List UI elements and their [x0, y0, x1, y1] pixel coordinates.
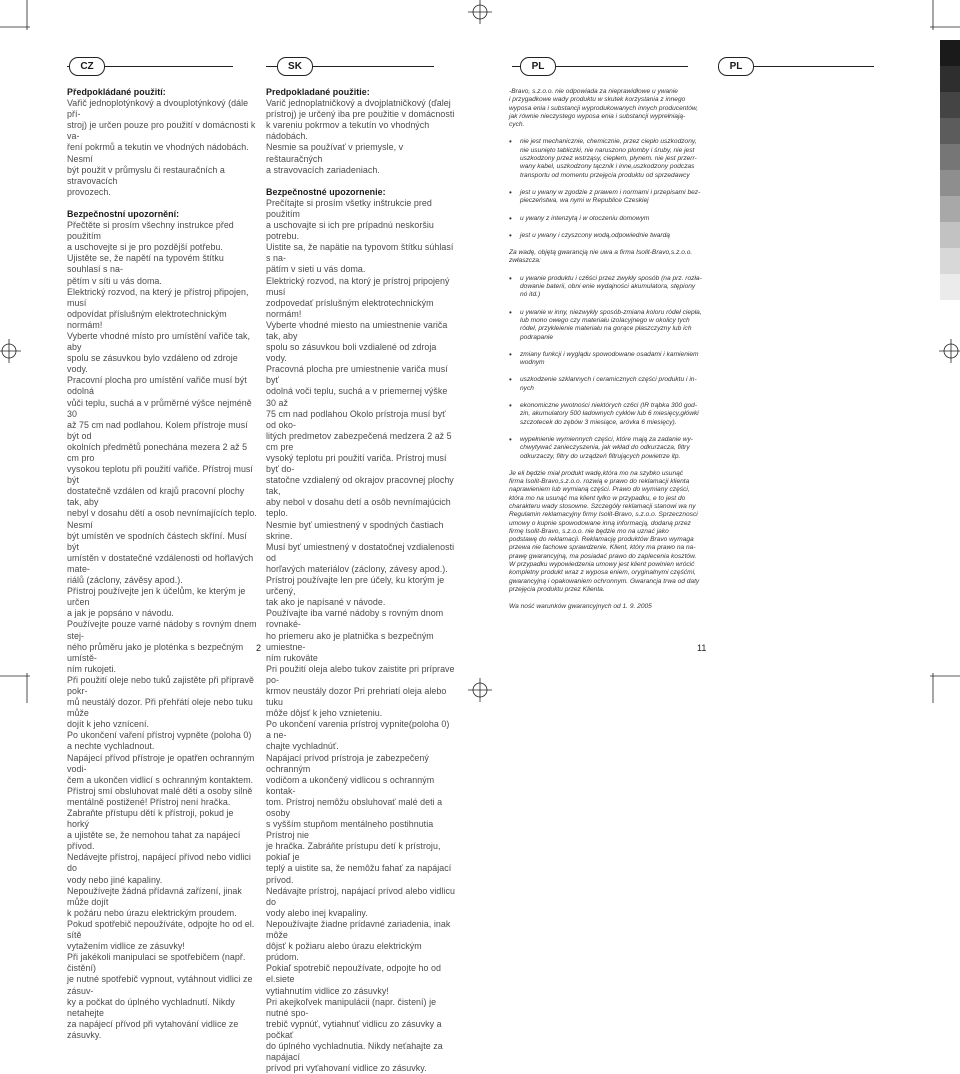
cz-safety-text: [67, 220, 257, 1041]
text-line: Po ukončení vaření přístroj vypněte (poloha 0): [67, 730, 252, 741]
text-line: Elektrický rozvod, na který je přístroj připojen, musí: [67, 286, 249, 308]
text-line: je hračka. Zabráňte prístupu detí k prístroju, pokiaľ je: [266, 841, 441, 863]
text-line: podrapanie: [520, 333, 553, 341]
text-line: Při jakékoli manipulaci se spotřebičem (např. čistění): [67, 952, 246, 974]
text-line: Je eli będzie miał produkt wadę,która mo na szybko usunąć: [509, 469, 684, 477]
language-badge-sk: SK: [277, 57, 313, 76]
text-line: do úplného vychladnutia. Nikdy neťahajte za napájací: [266, 1040, 443, 1063]
text-line: nó itd.): [520, 291, 541, 299]
text-line: u ywanie w inny, niezwykły sposób-zmiana koloru ródeł ciepła,: [520, 308, 702, 316]
text-line: prívod pri vyťahovaní vidlice zo zásuvky.: [266, 1063, 427, 1074]
text-line: firma Isolit-Bravo,s.z.o.o. rozwią e prawo do reklamacji klienta: [509, 478, 690, 486]
registration-target-bottom: [468, 678, 492, 702]
text-line: môže dôjsť k jeho vznieteniu.: [266, 708, 383, 719]
list-item: [509, 189, 709, 206]
text-line: spolu so zásuvkou boli vzdialené od zdroja vody.: [266, 342, 437, 364]
text-line: Nesmie sa používať v priemysle, v reštauračných: [266, 142, 404, 164]
text-line: jest u ywany w zgodzie z prawem i normami i przepisami bez-: [520, 188, 701, 196]
text-line: a jak je popsáno v návodu.: [67, 608, 174, 619]
text-line: trebič vypnúť, vytiahnuť vidlicu zo zásuvky a počkať: [266, 1018, 442, 1040]
text-line: odpovídat příslušným elektrotechnickým normám!: [67, 308, 227, 330]
text-line: tak ako je napísané v návode.: [266, 597, 386, 608]
text-line: Vařič jednoplotýnkový a dvouplotýnkový (dále pří-: [67, 98, 249, 120]
registration-target-right: [939, 339, 960, 363]
text-line: firmę Isolit-Bravo, s.z.o.o. nie będzie mo na uznać jako: [509, 527, 669, 535]
text-line: Ujistěte se, že napětí na typovém štítku souhlasí s na-: [67, 253, 224, 275]
text-line: horľavých materiálov (záclony, závesy apod.).: [266, 563, 448, 574]
text-line: dostatečně vzdálen od krajů pracovní plochy tak, aby: [67, 486, 245, 508]
text-line: odolná voči teplu, suchá a v priemernej výške 30 až: [266, 386, 448, 408]
text-line: chwytywać zanieczyszenia, jak wkład do odkurzacza, filtry: [520, 444, 690, 452]
text-line: wany kabel, uszkodzony tącznik i inne,uszkodzony podczas: [520, 163, 695, 171]
text-line: wypełnienie wymiennych części, które mają za zadanie wy-: [520, 435, 693, 443]
text-line: Nesmie byť umiestnený v spodných častiach skrine.: [266, 519, 444, 541]
text-line: Vyberte vhodné místo pro umístění vařiče tak, aby: [67, 330, 250, 353]
text-line: vysoký teplotu pri použití variča. Prístroj musí byť do-: [266, 453, 447, 475]
registration-target-left: [0, 339, 21, 363]
text-line: uszkodzenie szklannych i ceramicznych części produktu i in-: [520, 376, 697, 384]
text-line: chajte vychladnúť.: [266, 741, 339, 752]
text-line: odkurzaczy, filtry do urządzeń filtrujących powietrze itp.: [520, 452, 681, 460]
bullet-icon: •: [509, 349, 512, 359]
text-line: jest u ywany i czyszcony wodą,odpowiednie twardą: [520, 231, 670, 239]
text-line: ním rukojeti.: [67, 663, 116, 674]
bullet-icon: •: [509, 434, 512, 444]
text-line: zmiany funkcji i wyglądu spowodowane osadami i kamieniem: [520, 350, 699, 358]
text-line: vytiahnutím vidlice zo zásuvky!: [266, 985, 389, 996]
text-line: a uschovajte si ich pre prípadnú neskoršiu potrebu.: [266, 220, 434, 242]
text-line: nebyl v dosahu dětí a osob nevnímajících teplo. Nesmí: [67, 508, 257, 530]
text-line: Přístroj používejte jen k účelům, ke kterým je určen: [67, 586, 246, 608]
text-line: kompletny produkt wraz z wyposa eniem, oryginalnymi częśćmi,: [509, 569, 696, 577]
text-line: Napájecí přívod přístroje je opatřen ochranným vodi-: [67, 752, 255, 774]
text-line: aby nebol v dosahu detí a osôb nevnímajúcich teplo.: [266, 497, 451, 519]
sk-intro-text: [266, 98, 456, 176]
text-line: prawę gwarancyjną, ma posiadać prawo do zaplecenia kosztów.: [509, 552, 697, 560]
text-line: u ywany z intenzytą i w otoczeniu domowym: [520, 214, 650, 222]
text-line: zwłaszcza:: [509, 257, 541, 265]
text-line: szczotecek do zębów 3 miesiące, aróvka 6 miesięcy).: [520, 418, 677, 426]
text-line: vodičom a ukončený vidlicou s ochranným kontak-: [266, 774, 435, 796]
cz-intro-text: [67, 98, 257, 198]
pl-warranty-conditions-list: [509, 138, 709, 240]
page-number-right: 11: [697, 643, 707, 653]
text-line: tom. Prístroj nemôžu obsluhovať malé deti a osoby: [266, 796, 443, 818]
text-line: dowanie baterii, obni enie wydajności akumulatora, stępiony: [520, 283, 696, 291]
text-line: až 75 cm nad podlahou. Kolem přístroje musí být od: [67, 419, 248, 441]
text-line: charakteru wady stosowne. Szczegóły reklamacji stanowi wa ny: [509, 502, 696, 510]
text-line: být umístěn ve spodních částech skříní. Musí být: [67, 530, 247, 552]
list-item: [509, 138, 709, 179]
text-line: a stravovacích zariadeniach.: [266, 164, 380, 175]
pl-column: [509, 88, 709, 612]
pl-closing-text: [509, 470, 709, 594]
text-line: Musí byť umiestnený v dostatočnej vzdialenosti od: [266, 541, 455, 563]
text-line: Nepoužívejte žádná přídavná zařízení, jinak může dojít: [67, 885, 242, 907]
text-line: Prečítajte si prosím všetky inštrukcie pred použitím: [266, 197, 432, 219]
text-line: ky a počkat do úplného vychladnutí. Nikdy netahejte: [67, 996, 235, 1018]
text-line: -Bravo, s.z.o.o. nie odpowiada za nieprawidłowe u ywanie: [509, 88, 678, 95]
text-line: Pokiaľ spotrebič nepoužívate, odpojte ho od el.siete: [266, 963, 441, 985]
language-badge-cz: CZ: [69, 57, 105, 76]
list-item: [509, 436, 709, 461]
text-line: transportu od momentu przejęcia produktu od sprzedawcy: [520, 171, 690, 179]
text-line: ekonomiczne ywotności niektórych cz6ci (IR trąbka 300 god-: [520, 402, 698, 410]
text-line: Pracovní plocha pro umístění vařiče musí být odolná: [67, 375, 247, 397]
text-line: a ujistěte se, že nemohou tahat za napájecí přívod.: [67, 830, 241, 852]
text-line: Vyberte vhodné miesto na umiestnenie variča tak, aby: [266, 319, 448, 341]
list-item: [509, 232, 709, 240]
text-line: uszkodzony przez wstrząsy, ciepłem, płynem. nie jest przerr-: [520, 155, 697, 163]
text-line: zin, akumulatory 500 ładownych cykłów lub 6 miesięcy,główki: [520, 410, 699, 418]
pl-intro-text: [509, 88, 709, 129]
text-line: být použit v průmyslu či restauračních a stravovacích: [67, 164, 225, 186]
text-line: okolních předmětů ponechána mezera 2 až 5 cm pro: [67, 441, 248, 463]
text-line: teplý a uistite sa, že nemôžu fahať za napájací prívod.: [266, 863, 452, 885]
text-line: i przygadkowe wady produktu w skutek korzystania z innego: [509, 96, 686, 104]
list-item: [509, 309, 709, 342]
list-item: [509, 215, 709, 223]
list-item: [509, 376, 709, 393]
text-line: vody alebo inej kvapaliny.: [266, 907, 368, 918]
page-number-left: 2: [256, 643, 262, 653]
text-line: ření pokrmů a tekutin ve vhodných nádobách. Nesmí: [67, 142, 249, 164]
text-line: wyposa enia i substancji wyprodukowanych innych producentów,: [509, 104, 699, 112]
text-line: Přečtěte si prosím všechny instrukce před použitím: [67, 220, 234, 242]
text-line: litých predmetov zabezpečená medzera 2 až 5 cm pre: [266, 430, 452, 452]
text-line: stroj) je určen pouze pro použití v domácnosti k va-: [67, 120, 256, 142]
text-line: statočne vzdialený od okrajov pracovnej plochy tak,: [266, 475, 454, 497]
text-line: Regulamin reklamacyjny firmy Isolit-Bravo, s.z.o.o. Sprzecznosci: [509, 511, 698, 519]
bullet-icon: •: [509, 307, 512, 317]
text-line: prístroj) je určený iba pre použitie v domácnosti: [266, 109, 455, 120]
list-item: [509, 402, 709, 427]
text-line: vytažením vidlice ze zásuvky!: [67, 941, 185, 952]
text-line: a nechte vychladnout.: [67, 741, 155, 752]
text-line: Pri použití oleja alebo tukov zaistite pri príprave po-: [266, 663, 455, 685]
registration-target-top: [468, 0, 492, 24]
text-line: mů neustálý dozor. Při přehřátí oleje nebo tuku může: [67, 697, 253, 719]
bullet-icon: •: [509, 213, 512, 223]
text-line: za napájecí přívod při vytahování vidlice ze zásuvky.: [67, 1018, 239, 1040]
text-line: Zabraňte přístupu dětí k přístroji, pokud je horký: [67, 808, 234, 830]
text-line: Po ukončení varenia prístroj vypnite(poloha 0) a ne-: [266, 719, 450, 741]
text-line: umowy o kupnie spowodowane inną informacją, dodaną przez: [509, 519, 691, 527]
text-line: nie usunięto tabliczki, nie naruszono plomby i śruby, nie jest: [520, 146, 695, 154]
text-line: gwarancyjną i opakowaniem ochronnym. Gwarancja trwa od daty: [509, 577, 700, 585]
pl-exclusions-intro: [509, 249, 709, 266]
text-line: przewa nie fachowe sprawdzenie. Klient, który ma prawo na na-: [509, 544, 696, 552]
sk-heading-intended-use: Predpokladané použitie:: [266, 87, 370, 97]
text-line: mentálně postižené! Přístroj není hračka.: [67, 796, 231, 807]
sk-column: [266, 87, 456, 1074]
text-line: ním rukoväte: [266, 652, 318, 663]
text-line: cych.: [509, 121, 525, 129]
text-line: pieczeństwa, wa nymi w Republice Czeskiej: [520, 197, 649, 205]
text-line: przejęcia produktu przez Klienta.: [509, 585, 605, 593]
list-item: [509, 275, 709, 300]
text-line: krmov neustály dozor Pri prehriatí oleja alebo tuku: [266, 685, 447, 708]
text-line: Pokud spotřebič nepoužíváte, odpojte ho od el. sítě: [67, 918, 255, 941]
text-line: provozech.: [67, 186, 111, 197]
text-line: Pri akejkoľvek manipulácii (napr. čistení) je nutné spo-: [266, 996, 437, 1018]
text-line: Nedávajte prístroj, napájací prívod alebo vidlicu do: [266, 885, 455, 907]
text-line: Za wadę, objętą gwarancją nie uwa a firma Isolit-Bravo,s.z.o.o.: [509, 249, 693, 257]
bullet-icon: •: [509, 137, 512, 147]
text-line: vysokou teplotu při použití vařiče. Přístroj musí být: [67, 464, 253, 486]
text-line: Prístroj používajte len pre účely, ku ktorým je určený,: [266, 575, 445, 597]
text-line: nych: [520, 384, 534, 392]
pl-validity-note: Wa ność warunków gwarancyjnych od 1. 9. 2005: [509, 603, 652, 611]
text-line: Nedávejte přístroj, napájecí přívod nebo vidlici do: [67, 852, 251, 874]
text-line: Používejte pouze varné nádoby s rovným dnem stej-: [67, 619, 257, 641]
sk-safety-text: [266, 198, 456, 1074]
text-line: k požáru nebo úrazu elektrickým proudem.: [67, 907, 237, 918]
text-line: vůči teplu, suchá a v průměrné výšce nejméně 30: [67, 397, 252, 419]
cz-column: [67, 87, 257, 1041]
text-line: lub mono owego czy materiału izolacyjnego w okolicy tych: [520, 316, 690, 324]
text-line: Napájací prívod prístroja je zabezpečený ochranným: [266, 752, 429, 774]
bullet-icon: •: [509, 401, 512, 411]
text-line: Elektrický rozvod, na ktorý je prístroj pripojený musí: [266, 275, 450, 297]
bullet-icon: •: [509, 375, 512, 385]
text-line: Přístroj smí obsluhovat malé děti a osoby silně: [67, 785, 253, 796]
text-line: ného průměru jako je ploténka s bezpečným umístě-: [67, 641, 244, 663]
text-line: Při použití oleje nebo tuků zajistěte při přípravě pokr-: [67, 674, 255, 696]
text-line: Varič jednoplatničkový a dvojplatničkový (ďalej: [266, 98, 451, 109]
bullet-icon: •: [509, 230, 512, 240]
text-line: 75 cm nad podlahou Okolo prístroja musí byť od oko-: [266, 408, 446, 430]
text-line: čem a ukončen vidlicí s ochranným kontaktem.: [67, 774, 254, 785]
sk-heading-safety: Bezpečnostné upozornenie:: [266, 186, 386, 197]
text-line: która mo na usunąć ma klient tylko w przypadku, e to jest do: [509, 494, 686, 502]
text-line: dôjsť k požiaru alebo úrazu elektrickým prúdom.: [266, 941, 422, 963]
cz-heading-safety: Bezpečnostní upozornění:: [67, 208, 180, 219]
text-line: ho priemeru ako je platnička s bezpečným umiestne-: [266, 630, 434, 652]
text-line: nie jest mechanicznie, chemicznie, przez ciepło uszkodzony,: [520, 138, 697, 146]
text-line: Používajte iba varné nádoby s rovným dnom rovnaké-: [266, 608, 444, 630]
text-line: riálů (záclony, závěsy apod.).: [67, 575, 183, 586]
language-badge-pl: PL: [520, 57, 556, 76]
bullet-icon: •: [509, 273, 512, 283]
text-line: Uistite sa, že napätie na typovom štítku súhlasí s na-: [266, 242, 454, 264]
pl-exclusions-list: [509, 275, 709, 461]
list-item: [509, 351, 709, 368]
language-badge-pl: PL: [718, 57, 754, 76]
text-line: zodpovedať príslušným elektrotechnickým normám!: [266, 297, 434, 319]
text-line: podstawę do reklamacji. Reklamację produktów Bravo wymaga: [509, 536, 694, 544]
text-line: Nepoužívajte žiadne prídavné zariadenia, inak môže: [266, 918, 451, 941]
text-line: Pracovná plocha pre umiestnenie variča musí byť: [266, 364, 448, 386]
text-line: s vyšším stupňom mentálneho postihnutia Prístroj nie: [266, 819, 434, 841]
text-line: dojít k jeho vznícení.: [67, 719, 150, 730]
text-line: naprawieniem lub wymianą części. Prawo do wymiany części,: [509, 486, 690, 494]
text-line: W przypadku wypowiedzenia umowy jest klient powinien wrócić: [509, 561, 695, 569]
text-line: u ywanie produktu i cz6ści przez zwykły sposób (na prz. rozła-: [520, 274, 702, 282]
text-line: k vareniu pokrmov a tekutín vo vhodných nádobách.: [266, 120, 430, 142]
text-line: jak równie nieczystego wyposa enia i substancji wyprełniają-: [509, 112, 686, 120]
cz-heading-intended-use: Předpokládané použití:: [67, 87, 166, 97]
bullet-icon: •: [509, 187, 512, 197]
text-line: pätím v sieti u vás doma.: [266, 264, 366, 275]
text-line: vody nebo jiné kapaliny.: [67, 874, 163, 885]
text-line: spolu se zásuvkou bylo vzdáleno od zdroje vody.: [67, 353, 238, 375]
text-line: je nutné spotřebič vypnout, vytáhnout vidlici ze zásuv-: [67, 974, 253, 996]
text-line: wodnym: [520, 359, 545, 367]
text-line: a uschovejte si je pro pozdější potřebu.: [67, 242, 223, 253]
text-line: umístěn v dostatečné vzdálenosti od hořlavých mate-: [67, 552, 254, 574]
text-line: pětím v síti u vás doma.: [67, 275, 162, 286]
text-line: ródeł, przykleienie materiału na gorące płaszczyzny lub ich: [520, 325, 692, 333]
